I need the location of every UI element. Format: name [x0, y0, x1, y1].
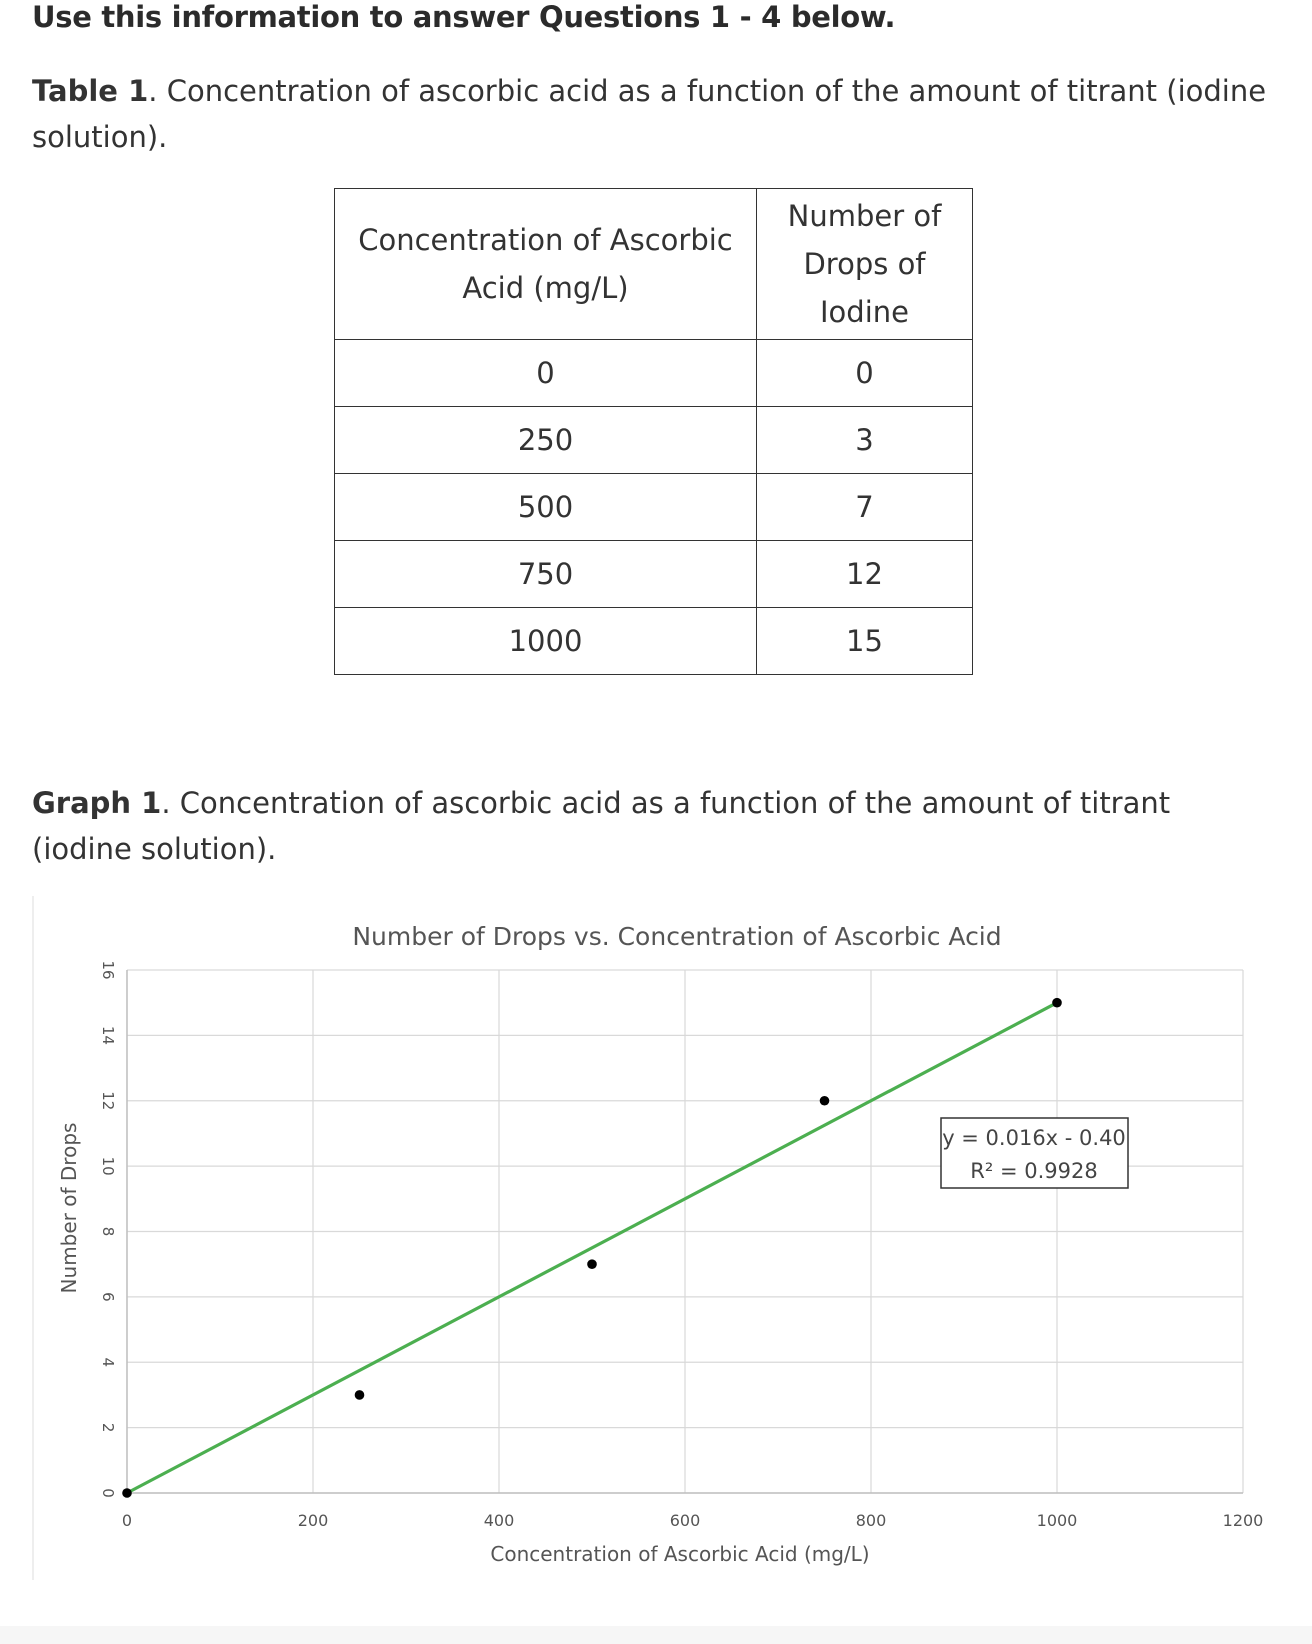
graph-caption-label: Graph 1: [32, 786, 162, 820]
cell-concentration: 0: [335, 340, 757, 407]
data-point: [122, 1488, 132, 1498]
cell-concentration: 500: [335, 474, 757, 541]
y-tick-label: 10: [99, 1156, 117, 1176]
data-point: [820, 1096, 830, 1106]
x-tick-label: 400: [483, 1511, 515, 1530]
trendline-r2: R² = 0.9928: [970, 1159, 1098, 1183]
y-tick-label: 8: [99, 1226, 117, 1237]
x-tick-label: 800: [855, 1511, 887, 1530]
cell-drops: 12: [757, 541, 973, 608]
x-tick-label: 1000: [1036, 1511, 1078, 1530]
y-tick-label: 6: [99, 1292, 117, 1302]
y-tick-label: 2: [99, 1422, 117, 1433]
bottom-band: [0, 1626, 1312, 1644]
chart-title: Number of Drops vs. Concentration of Ascorbic Acid: [352, 922, 1002, 951]
x-tick-label: 1200: [1222, 1511, 1264, 1530]
data-point: [587, 1259, 597, 1269]
table-caption-label: Table 1: [32, 74, 149, 108]
y-tick-label: 14: [99, 1025, 117, 1045]
x-axis-label: Concentration of Ascorbic Acid (mg/L): [490, 1542, 870, 1566]
graph-caption-text: . Concentration of ascorbic acid as a function of the amount of titrant (iodine solution).: [32, 786, 1171, 866]
intro-heading: Use this information to answer Questions 1 - 4 below.: [32, 0, 896, 34]
header-drops: Number of Drops of Iodine: [757, 189, 973, 340]
y-tick-label: 4: [99, 1357, 117, 1368]
data-point: [1052, 998, 1062, 1008]
cell-concentration: 250: [335, 407, 757, 474]
cell-drops: 0: [757, 340, 973, 407]
data-point: [355, 1390, 365, 1400]
y-tick-label: 16: [99, 960, 117, 980]
trendline: [127, 1003, 1057, 1493]
cell-drops: 15: [757, 608, 973, 675]
trendline-equation: y = 0.016x - 0.40: [942, 1126, 1126, 1150]
y-tick-label: 12: [99, 1091, 117, 1111]
x-tick-label: 0: [121, 1511, 133, 1530]
table-caption-text: . Concentration of ascorbic acid as a function of the amount of titrant (iodine solution).: [32, 74, 1267, 154]
cell-drops: 3: [757, 407, 973, 474]
y-axis-label: Number of Drops: [57, 1122, 81, 1294]
cell-drops: 7: [757, 474, 973, 541]
cell-concentration: 750: [335, 541, 757, 608]
header-concentration: Concentration of Ascorbic Acid (mg/L): [335, 189, 757, 340]
cell-concentration: 1000: [335, 608, 757, 675]
x-tick-label: 200: [297, 1511, 329, 1530]
y-tick-label: 0: [99, 1488, 117, 1498]
x-tick-label: 600: [669, 1511, 701, 1530]
